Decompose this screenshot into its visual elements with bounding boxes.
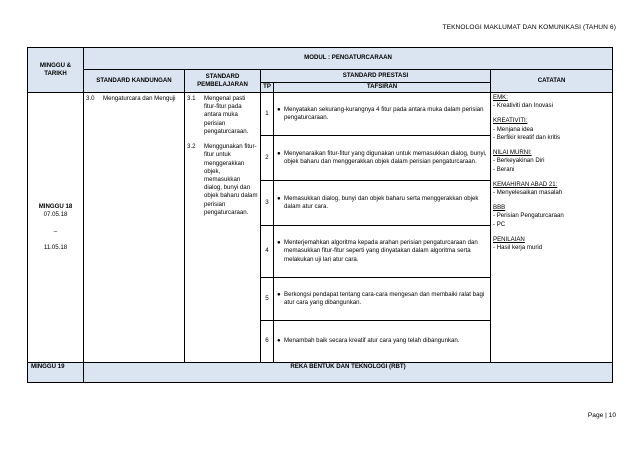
catatan-penilaian-item: - Hasil kerja murid [493,244,543,252]
tp-level: 5 [261,278,274,321]
header-tafsiran: TAFSIRAN [274,83,491,93]
tafsiran-text: Berkongsi pendapat tentang cara-cara mengesan dan membaiki ralat bagi atur cara yang dibangunkan. [284,290,485,306]
week-18-cell [28,93,84,363]
tafsiran-cell [274,278,491,321]
standard-kandungan-cell [84,93,185,363]
pembelajaran-text: Mengenal pasti fitur-fitur pada antara muka perisian pengaturcaraan. [204,95,249,135]
week-18-label: MINGGU 18 [38,203,73,211]
tp-level: 2 [261,136,274,181]
catatan-abad21-heading: KEMAHIRAN ABAD 21: [493,180,558,188]
week-18-date-dash: – [53,227,58,235]
bullet-icon: ● [277,105,281,113]
tafsiran-text: Menyenaraikan fitur-fitur yang digunakan untuk memasukkan dialog, bunyi, objek baharu dan menggerakkan objek dalam perisian pengaturcaraan. [284,149,487,165]
tafsiran-cell [274,181,491,226]
header-tp: TP [261,83,274,93]
catatan-emk-heading: EMK: [493,94,508,101]
week-19-label: MINGGU 19 [28,363,84,383]
bullet-icon: ● [277,337,281,345]
week-18-end-date: 11.05.18 [43,243,68,251]
tafsiran-text: Menterjemahkan algoritma kepada arahan perisian pengaturcaraan dan memasukkan fitur-fitur seperti yang dinyatakan dalam algoritma serta melakukan uji lari atur cara. [284,239,478,263]
lesson-plan-table [27,47,613,383]
header-standard-pembelajaran: STANDARD PEMBELAJARAN [185,70,261,93]
tafsiran-text: Menyatakan sekurang-kurangnya 4 fitur pada antara muka dalam perisian pengaturcaraan. [284,105,484,121]
header-catatan: CATATAN [491,70,613,93]
tafsiran-text: Memasukkan dialog, bunyi dan objek baharu serta menggerakkan objek dalam atur cara. [284,194,479,210]
pembelajaran-text: Menggunakan fitur-fitur untuk menggerakkan objek, memasukkan dialog, bunyi dan objek baharu dalam perisian pengaturcaraan. [204,143,258,216]
catatan-cell [491,93,613,363]
catatan-bbb-heading: BBB [493,204,506,212]
bullet-icon: ● [277,290,281,298]
bullet-icon: ● [277,194,281,202]
header-modul: MODUL : PENGATURCARAAN [84,48,613,70]
header-standard-kandungan: STANDARD KANDUNGAN [84,70,185,93]
header-standard-prestasi: STANDARD PRESTASI [261,70,491,83]
catatan-nilai-murni-heading: NILAI MURNI: [493,149,532,157]
kandungan-number: 3.0 [86,95,95,102]
catatan-kreativiti-item: - Berfikir kreatif dan kritis [493,133,561,141]
catatan-kreativiti-item: - Menjana idea [493,125,534,133]
tafsiran-cell [274,93,491,136]
catatan-emk-item: - Kreativiti dan Inovasi [493,102,553,110]
page-number: Page | 10 [587,412,616,419]
catatan-bbb-item: - Perisian Pengaturcaraan [493,212,564,220]
tp-level: 1 [261,93,274,136]
catatan-kreativiti-heading: KREATIVITI: [493,117,528,125]
catatan-bbb-item: - PC [493,220,506,228]
tp-level: 6 [261,321,274,363]
tp-level: 3 [261,181,274,226]
bullet-icon: ● [277,239,281,247]
kandungan-text: Mengaturcara dan Menguji [103,95,176,102]
catatan-nilai-murni-item: - Berani [493,165,515,173]
header-minggu-tarikh: MINGGU & TARIKH [28,48,84,93]
catatan-abad21-item: - Menyelesaikan masalah [493,188,563,196]
tafsiran-text: Menambah baik secara kreatif atur cara yang telah dibangunkan. [284,337,460,345]
standard-pembelajaran-cell [185,93,261,363]
tp-level: 4 [261,226,274,278]
bullet-icon: ● [277,149,281,157]
pembelajaran-number: 3.1 [187,95,196,102]
tafsiran-cell [274,226,491,278]
tafsiran-cell [274,136,491,181]
week-18-start-date: 07.05.18 [43,211,68,219]
catatan-penilaian-heading: PENILAIAN [493,235,525,243]
document-header: TEKNOLOGI MAKLUMAT DAN KOMUNIKASI (TAHUN 6) [442,24,616,31]
pembelajaran-number: 3.2 [187,143,196,151]
catatan-nilai-murni-item: - Berkeyakinan Diri [493,157,545,165]
tafsiran-cell [274,321,491,363]
week-19-module: REKA BENTUK DAN TEKNOLOGI (RBT) [84,363,613,383]
